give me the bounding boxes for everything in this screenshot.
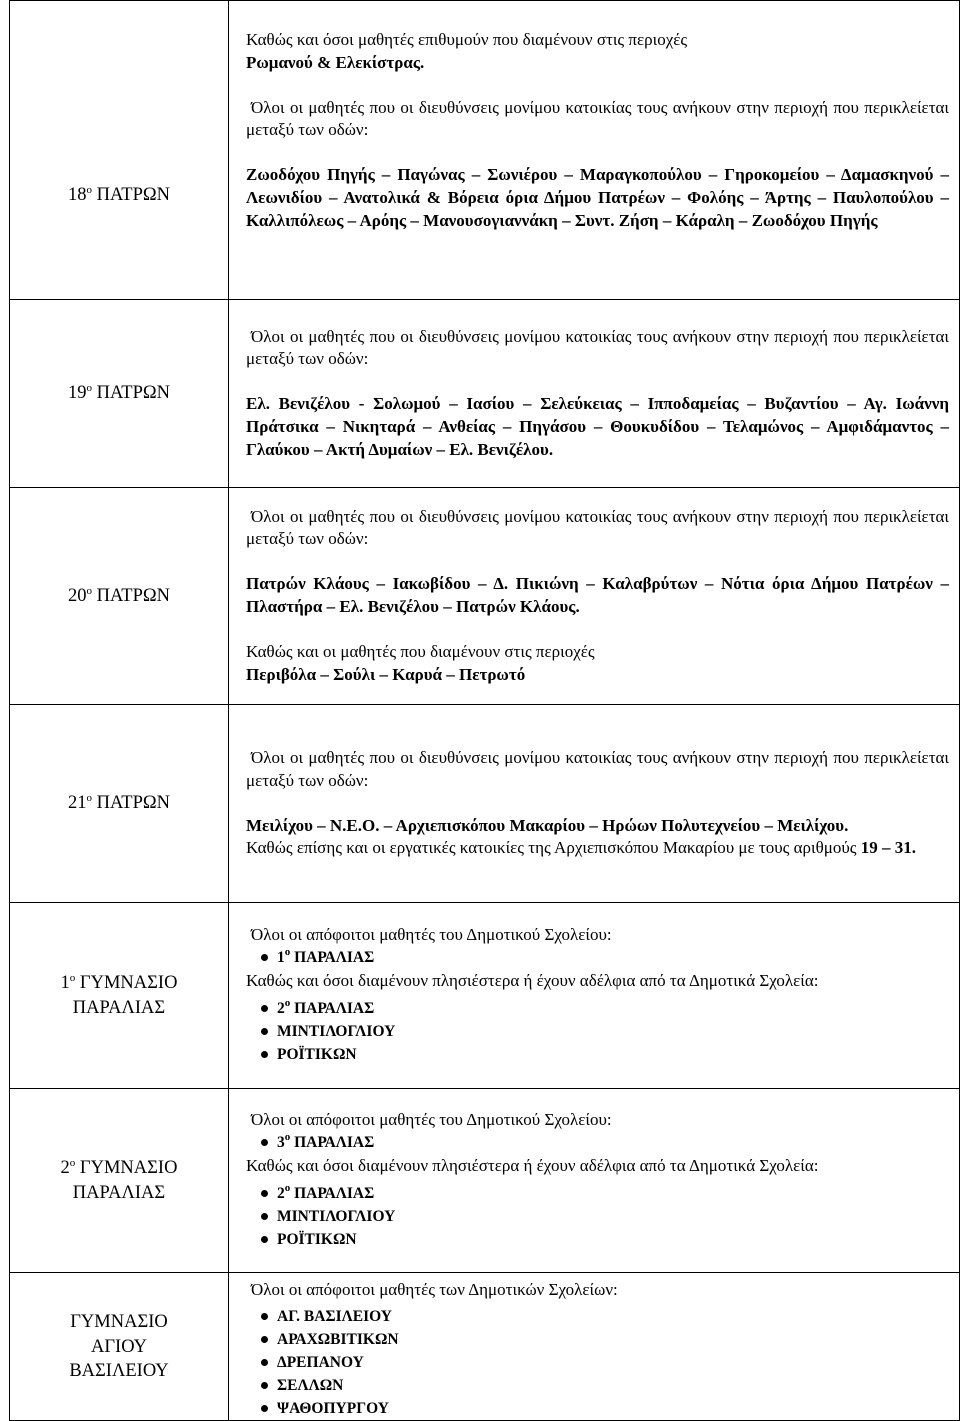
school-cell bbox=[10, 705, 229, 903]
areas-cell bbox=[229, 705, 960, 903]
school-name: ΠΑΤΡΩΝ bbox=[96, 585, 170, 606]
lead-text: Όλοι οι μαθητές που οι διευθύνσεις μονίμου κατοικίας τους ανήκουν στην περιοχή που περικλείεται μεταξύ των οδών: bbox=[246, 97, 949, 140]
school-name: ΓΥΜΝΑΣΙΟ bbox=[70, 1312, 168, 1333]
extra-paragraph bbox=[246, 837, 949, 860]
extra-text: Καθώς και οι μαθητές που διαμένουν στις περιοχές bbox=[246, 641, 595, 661]
school-name: ΠΑΤΡΩΝ bbox=[96, 793, 170, 814]
school-cell bbox=[10, 1, 229, 300]
primary-schools-list bbox=[246, 1132, 949, 1155]
list-item: ΔΡΕΠΑΝΟΥ bbox=[246, 1352, 949, 1375]
school-name: ΓΥΜΝΑΣΙΟ bbox=[79, 1158, 178, 1179]
school-name: ΓΥΜΝΑΣΙΟ bbox=[79, 973, 178, 994]
street-list: Μειλίχου – Ν.Ε.Ο. – Αρχιεπισκόπου Μακαρίου – Ηρώων Πολυτεχνείου – Μειλίχου. bbox=[246, 815, 849, 835]
table-row bbox=[10, 300, 960, 488]
lead-text: Όλοι οι μαθητές που οι διευθύνσεις μονίμου κατοικίας τους ανήκουν στην περιοχή που περικλείεται μεταξύ των οδών: bbox=[246, 747, 949, 790]
extra-numbers: 19 – 31. bbox=[860, 838, 917, 858]
list-item: ΡΟΪΤΙΚΩΝ bbox=[246, 1044, 949, 1067]
lead-text: Όλοι οι μαθητές που οι διευθύνσεις μονίμου κατοικίας τους ανήκουν στην περιοχή που περικλείεται μεταξύ των οδών: bbox=[246, 326, 949, 369]
school-number: 20 bbox=[67, 585, 87, 606]
list-item: $3^o$ ΠΑΡΑΛΙΑΣ bbox=[246, 1132, 949, 1155]
school-cell bbox=[10, 300, 229, 488]
table-row bbox=[10, 1, 960, 300]
areas-cell bbox=[229, 1273, 960, 1421]
list-item: ΨΑΘΟΠΥΡΓΟΥ bbox=[246, 1398, 949, 1421]
street-list: Πατρών Κλάους – Ιακωβίδου – Δ. Πικιώνη – Καλαβρύτων – Νότια όρια Δήμου Πατρέων – Πλαστήρα – Ελ. Βενιζέλου – Πατρών Κλάους. bbox=[246, 574, 949, 616]
school-name-line2: ΠΑΡΑΛΙΑΣ bbox=[72, 997, 166, 1018]
school-number: 21 bbox=[67, 793, 87, 814]
other-schools-list bbox=[246, 1183, 949, 1252]
lead-text: Όλοι οι απόφοιτοι μαθητές του Δημοτικού Σχολείου: bbox=[251, 1109, 612, 1129]
extra-text: Καθώς επίσης και οι εργατικές κατοικίες της Αρχιεπισκόπου Μακαρίου με τους αριθμούς bbox=[246, 838, 857, 858]
school-number: 19 bbox=[67, 383, 87, 404]
school-cell bbox=[10, 903, 229, 1089]
intro-text: Καθώς και όσοι μαθητές επιθυμούν που διαμένουν στις περιοχές bbox=[246, 30, 688, 49]
lead-text: Όλοι οι απόφοιτοι μαθητές του Δημοτικού Σχολείου: bbox=[251, 924, 612, 944]
lead-text: Όλοι οι μαθητές που οι διευθύνσεις μονίμου κατοικίας τους ανήκουν στην περιοχή που περικλείεται μεταξύ των οδών: bbox=[246, 506, 949, 549]
table-row bbox=[10, 1273, 960, 1421]
list-item: ΑΓ. ΒΑΣΙΛΕΙΟΥ bbox=[246, 1306, 949, 1329]
ordinal-sup: ο bbox=[69, 1157, 76, 1170]
school-number: 1 bbox=[60, 973, 70, 994]
school-number: 18 bbox=[67, 184, 87, 205]
other-schools-list bbox=[246, 998, 949, 1067]
ordinal-sup: ο bbox=[86, 382, 92, 395]
list-item: ΜΙΝΤΙΛΟΓΛΙΟΥ bbox=[246, 1206, 949, 1229]
table-row bbox=[10, 488, 960, 705]
list-item: $1^o$ ΠΑΡΑΛΙΑΣ bbox=[246, 947, 949, 970]
also-text: Καθώς και όσοι διαμένουν πλησιέστερα ή έχουν αδέλφια από τα Δημοτικά Σχολεία: bbox=[246, 1155, 819, 1175]
list-item: ΑΡΑΧΩΒΙΤΙΚΩΝ bbox=[246, 1329, 949, 1352]
ordinal-sup: ο bbox=[86, 183, 92, 196]
table-row bbox=[10, 903, 960, 1089]
school-name-line2: ΠΑΡΑΛΙΑΣ bbox=[72, 1182, 166, 1203]
street-list: Ζωοδόχου Πηγής – Παγώνας – Σωνιέρου – Μαραγκοπούλου – Γηροκομείου – Δαμασκηνού – Λεωνιδίου – Ανατολικά & Βόρεια όρια Δήμου Πατρέων – Φολόης – Άρτης – Παυλοπούλου – Καλλιπόλεως – Αρόης – Μανουσογιαννάκη – Συντ. Ζήση – Κάραλη – Ζωοδόχου Πηγής bbox=[246, 165, 949, 230]
school-name-line3: ΒΑΣΙΛΕΙΟΥ bbox=[69, 1360, 169, 1381]
extra-areas: Περιβόλα – Σούλι – Καρυά – Πετρωτό bbox=[246, 664, 526, 684]
school-cell bbox=[10, 1089, 229, 1273]
areas-cell bbox=[229, 1089, 960, 1273]
street-list: Ελ. Βενιζέλου - Σολωμού – Ιασίου – Σελεύκειας – Ιπποδαμείας – Βυζαντίου – Αγ. Ιωάννη Πράτσικα – Νικηταρά – Ανθείας – Πηγάσου – Θουκυδίδου – Τελαμώνος – Αμφιδάμαντος – Γλαύκου – Ακτή Δυμαίων – Ελ. Βενιζέλου. bbox=[246, 394, 949, 459]
school-name: ΠΑΤΡΩΝ bbox=[96, 383, 170, 404]
table-row bbox=[10, 1089, 960, 1273]
lead-text: Όλοι οι απόφοιτοι μαθητές των Δημοτικών Σχολείων: bbox=[251, 1280, 618, 1299]
school-districts-table bbox=[9, 0, 960, 1421]
areas-cell bbox=[229, 300, 960, 488]
list-item: ΣΕΛΛΩΝ bbox=[246, 1375, 949, 1398]
school-name: ΠΑΤΡΩΝ bbox=[96, 184, 170, 205]
ordinal-sup: ο bbox=[86, 792, 92, 805]
areas-cell bbox=[229, 903, 960, 1089]
primary-schools-list bbox=[246, 947, 949, 970]
school-name-line2: ΑΓΙΟΥ bbox=[90, 1336, 147, 1357]
school-cell bbox=[10, 488, 229, 705]
school-number: 2 bbox=[60, 1158, 70, 1179]
areas-cell bbox=[229, 1, 960, 300]
list-item: $2^o$ ΠΑΡΑΛΙΑΣ bbox=[246, 998, 949, 1021]
primary-schools-list bbox=[246, 1306, 949, 1421]
areas-cell bbox=[229, 488, 960, 705]
list-item: ΡΟΪΤΙΚΩΝ bbox=[246, 1229, 949, 1252]
also-text: Καθώς και όσοι διαμένουν πλησιέστερα ή έχουν αδέλφια από τα Δημοτικά Σχολεία: bbox=[246, 970, 819, 990]
ordinal-sup: ο bbox=[69, 972, 76, 985]
intro-areas: Ρωμανού & Ελεκίστρας. bbox=[246, 52, 425, 72]
table-row bbox=[10, 705, 960, 903]
list-item: $2^o$ ΠΑΡΑΛΙΑΣ bbox=[246, 1183, 949, 1206]
school-cell bbox=[10, 1273, 229, 1421]
ordinal-sup: ο bbox=[86, 584, 92, 597]
list-item: ΜΙΝΤΙΛΟΓΛΙΟΥ bbox=[246, 1021, 949, 1044]
